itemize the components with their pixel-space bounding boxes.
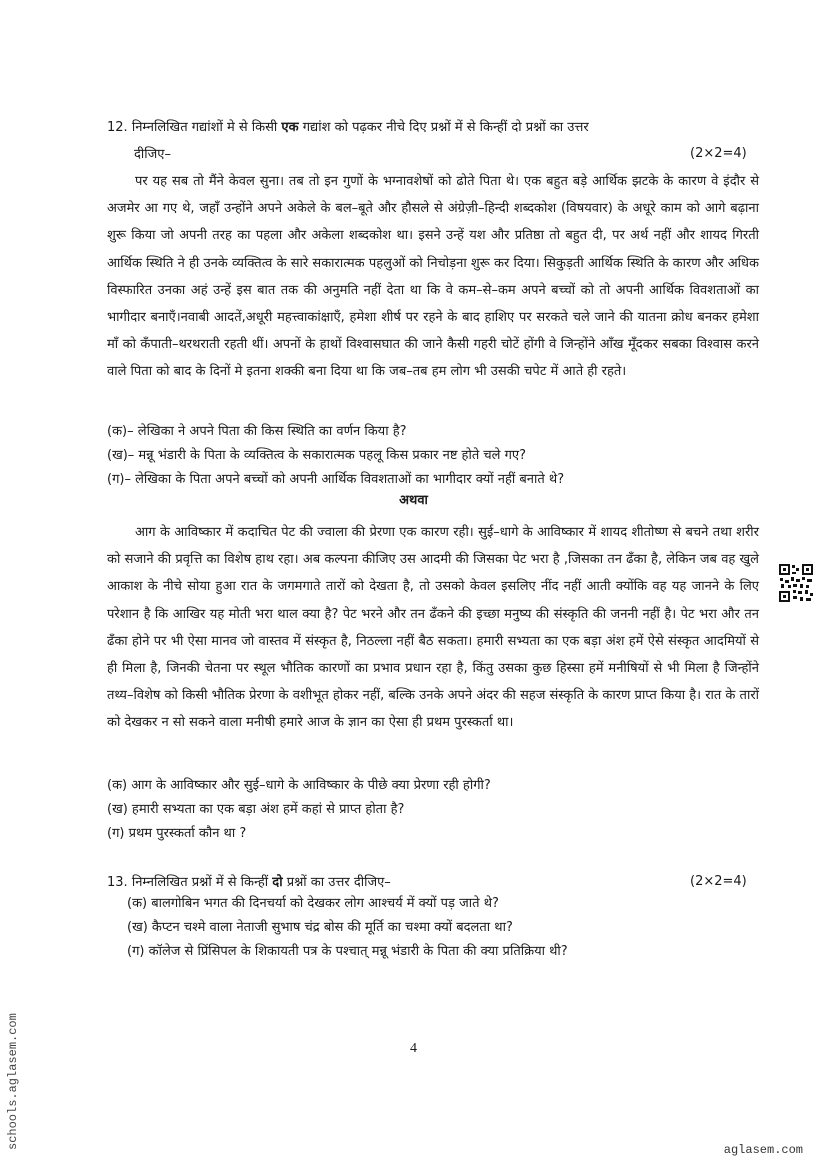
qr-code-icon xyxy=(778,563,814,603)
q12-number: 12. xyxy=(107,120,128,135)
q13-question-kha: (ख) कैप्टन चश्मे वाला नेताजी सुभाष चंद्र बोस की मूर्ति का चश्मा क्यों बदलता था? xyxy=(127,920,513,935)
q13-question-ga: (ग) कॉलेज से प्रिंसिपल के शिकायती पत्र के पश्चात् मन्नू भंडारी के पिता की क्या प्रतिक्रिया थी? xyxy=(127,944,568,959)
q12-instruction-bold: एक xyxy=(281,120,299,135)
q12-marks: (2×2=4) xyxy=(690,146,747,161)
q13-instruction-rest: प्रश्नों का उत्तर दीजिए– xyxy=(282,875,391,890)
footer-watermark: aglasem.com xyxy=(723,1143,803,1157)
q13-instruction-text: निम्नलिखित प्रश्नों में से किन्हीं xyxy=(131,875,273,890)
q12-instruction-text: निम्नलिखित गद्यांशों मे से किसी xyxy=(131,120,282,135)
q12-instruction xyxy=(107,114,747,141)
q12-p2-question-kha: (ख) हमारी सभ्यता का एक बड़ा अंश हमें कहां से प्राप्त होता है? xyxy=(107,802,405,817)
q12-p2-question-ga: (ग) प्रथम पुरस्कर्ता कौन था ? xyxy=(107,826,247,841)
q12-instruction-line2: दीजिए– xyxy=(134,147,171,162)
q12-p1-question-ka: (क)– लेखिका ने अपने पिता की किस स्थिति का वर्णन किया है? xyxy=(107,424,407,439)
q12-passage-1: पर यह सब तो मैंने केवल सुना। तब तो इन गुणों के भग्नावशेषों को ढोते पिता थे। एक बहुत बड़े आर्थिक झटके के कारण वे इंदौर से अजमेर आ गए थे, जहाँ उन्होंने अपने अकेले के बल–बूते और हौसले से अंग्रेज़ी–हिन्दी शब्दकोश (विषयवार) के अधूरे काम को आगे बढ़ाना शुरू किया जो अपनी तरह का पहला और अकेला शब्दकोश था। इसने उन्हें यश और प्रतिष्ठा तो बहुत दी, पर अर्थ नहीं और शायद गिरती आर्थिक स्थिति ने ही उनके व्यक्तित्व के सारे सकारात्मक पहलुओं को निचोड़ना शुरू कर दिया। सिकुड़ती आर्थिक स्थिति के कारण और अधिक विस्फारित उनका अहं उन्हें इस बात तक की अनुमति नहीं देता था कि वे कम–से–कम अपने बच्चों को तो अपनी आर्थिक विवशताओं का भागीदार बनाएँ।नवाबी आदतें,अधूरी महत्त्वाकांक्षाएँ, हमेशा शीर्ष पर रहने के बाद हाशिए पर सरकते चले जाने की यातना क्रोध बनकर हमेशा माँ को कँपाती–थरथराती रहती थीं। अपनों के हाथों विश्वासघात की जाने कैसी गहरी चोटें होंगी वे जिन्होंने आँख मूँदकर सबका विश्वास करने वाले पिता को बाद के दिनों मे इतना शक्की बना दिया था कि जब–तब हम लोग भी उसकी चपेट में आते ही रहते। xyxy=(107,174,759,380)
or-heading: अथवा xyxy=(399,493,428,508)
q13-number: 13. xyxy=(107,875,128,890)
side-watermark: schools.aglasem.com xyxy=(6,1013,20,1150)
q12-p1-question-kha: (ख)– मन्नू भंडारी के पिता के व्यक्तित्व के सकारात्मक पहलू किस प्रकार नष्ट होते चले गए? xyxy=(107,448,526,463)
q12-p1-question-ga: (ग)– लेखिका के पिता अपने बच्चों को अपनी आर्थिक विवशताओं का भागीदार क्यों नहीं बनाते थे? xyxy=(107,472,565,487)
q13-marks: (2×2=4) xyxy=(690,874,747,889)
q13-instruction-bold: दो xyxy=(272,875,283,890)
q13-question-ka: (क) बालगोबिन भगत की दिनचर्या को देखकर लोग आश्चर्य में क्यों पड़ जाते थे? xyxy=(127,896,499,911)
page-number: 4 xyxy=(410,1041,417,1056)
q12-p2-question-ka: (क) आग के आविष्कार और सुई–धागे के आविष्कार के पीछे क्या प्रेरणा रही होगी? xyxy=(107,778,491,793)
q12-passage-2: आग के आविष्कार में कदाचित पेट की ज्वाला की प्रेरणा एक कारण रही। सुई–धागे के आविष्कार में शायद शीतोष्ण से बचने तथा शरीर को सजाने की प्रवृत्ति का विशेष हाथ रहा। अब कल्पना कीजिए उस आदमी की जिसका पेट भरा है ,जिसका तन ढँका है, लेकिन जब वह खुले आकाश के नीचे सोया हुआ रात के जगमगाते तारों को देखता है, तो उसको केवल इसलिए नींद नहीं आती क्योंकि वह यह जानने के लिए परेशान है कि आखिर यह मोती भरा थाल क्या है? पेट भरने और तन ढँकने की इच्छा मनुष्य की संस्कृति की जननी नहीं है। पेट भरा और तन ढँका होने पर भी ऐसा मानव जो वास्तव में संस्कृत है, निठल्ला नहीं बैठ सकता। हमारी सभ्यता का एक बड़ा अंश हमें ऐसे संस्कृत आदमियों से ही मिला है, जिनकी चेतना पर स्थूल भौतिक कारणों का प्रभाव प्रधान रहा है, किंतु उसका कुछ हिस्सा हमें मनीषियों से भी मिला है जिन्होंने तथ्य–विशेष को किसी भौतिक प्रेरणा के वशीभूत होकर नहीं, बल्कि उनके अपने अंदर की सहज संस्कृति के कारण प्राप्त किया है। रात के तारों को देखकर न सो सकने वाला मनीषी हमारे आज के ज्ञान का ऐसा ही प्रथम पुरस्कर्ता था। xyxy=(107,525,760,731)
q12-instruction-rest: गद्यांश को पढ़कर नीचे दिए प्रश्नों में से किन्हीं दो प्रश्नों का उत्तर xyxy=(298,120,589,135)
